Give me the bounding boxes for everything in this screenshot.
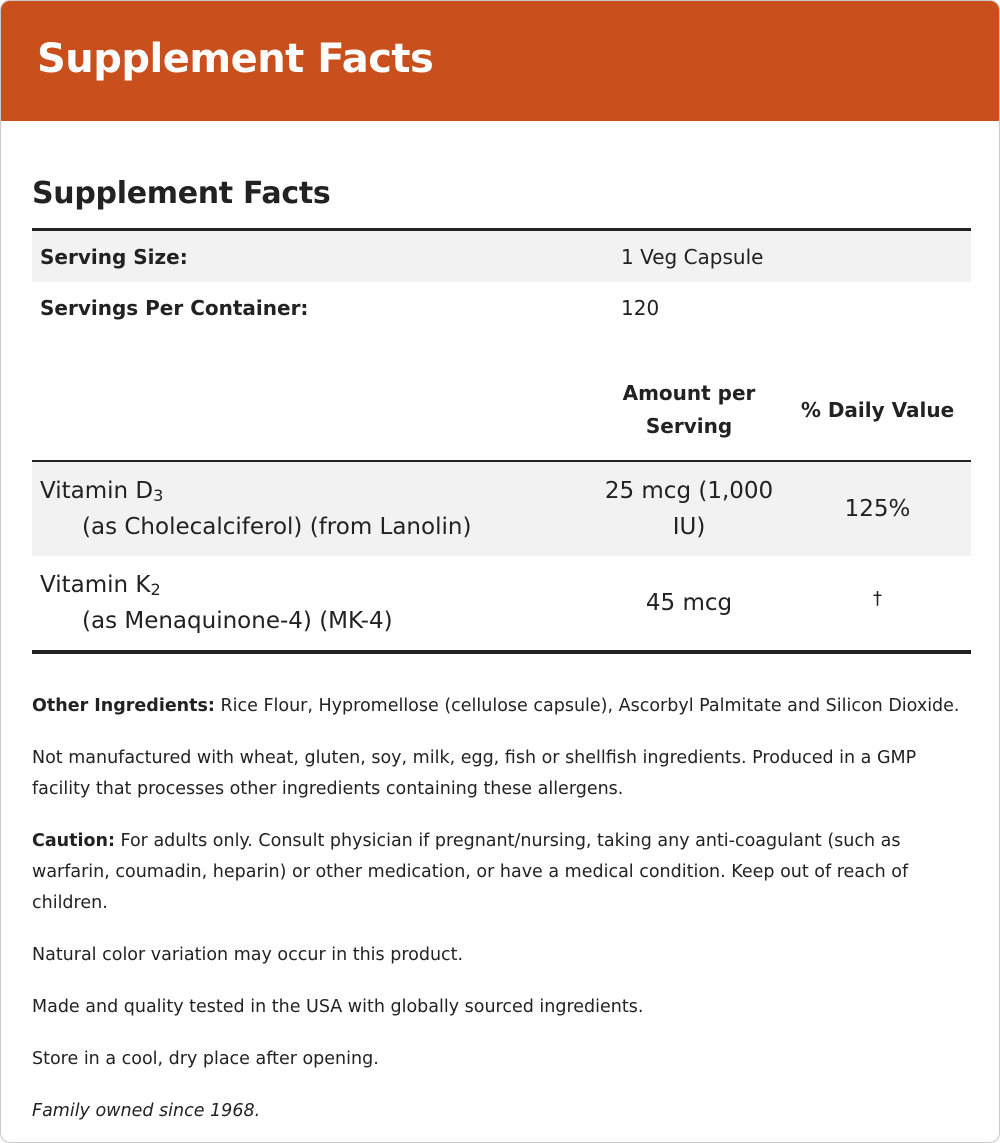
column-header-row xyxy=(32,333,971,460)
nutrient-subscript: 3 xyxy=(153,486,164,505)
serving-size-label: Serving Size: xyxy=(40,244,188,269)
servings-per-container-row xyxy=(32,282,971,333)
amount-header-line2: Serving xyxy=(645,413,733,438)
panel-content xyxy=(1,174,999,1127)
nutrient-daily-value-dagger: † xyxy=(873,588,882,609)
nutrient-label: Vitamin D xyxy=(40,478,154,504)
nutrient-amount xyxy=(594,473,784,545)
nutrient-amount-line1: 25 mcg (1,000 xyxy=(604,478,774,504)
caution-text: For adults only. Consult physician if pregnant/nursing, taking any anti-coagulant (such as warfarin, coumadin, heparin) or other medication, or have a medical condition. Keep out of reach of children. xyxy=(32,831,909,913)
panel-header xyxy=(1,1,999,121)
nutrient-source: (as Menaquinone-4) (MK-4) xyxy=(82,608,393,634)
nutrient-amount xyxy=(594,585,784,621)
nutrient-label: Vitamin K xyxy=(40,572,151,598)
amount-per-serving-header xyxy=(594,377,784,443)
other-ingredients-label: Other Ingredients: xyxy=(32,696,215,716)
serving-size-row xyxy=(32,231,971,282)
color-variation-note: Natural color variation may occur in this product. xyxy=(32,945,464,965)
family-owned-note: Family owned since 1968. xyxy=(32,1101,261,1121)
amount-header-line1: Amount per xyxy=(622,380,756,405)
header-title: Supplement Facts xyxy=(37,36,434,82)
nutrient-name xyxy=(32,567,594,639)
other-ingredients-text: Rice Flour, Hypromellose (cellulose capsule), Ascorbyl Palmitate and Silicon Dioxide. xyxy=(214,696,960,716)
daily-value-header: % Daily Value xyxy=(800,397,955,422)
servings-per-container-value: 120 xyxy=(621,295,660,320)
nutrient-daily-value: 125% xyxy=(844,496,911,522)
nutrient-row-vitamin-d3 xyxy=(32,462,971,556)
nutrient-source: (as Cholecalciferol) (from Lanolin) xyxy=(82,514,472,540)
storage-note: Store in a cool, dry place after opening. xyxy=(32,1049,379,1069)
allergen-statement: Not manufactured with wheat, gluten, soy, milk, egg, fish or shellfish ingredients. Produced in a GMP facility that processes other ingredients containing these allergens. xyxy=(32,748,917,799)
facts-title: Supplement Facts xyxy=(32,176,331,211)
serving-size-value: 1 Veg Capsule xyxy=(621,244,764,269)
other-ingredients xyxy=(32,691,971,722)
nutrient-row-vitamin-k2 xyxy=(32,556,971,650)
nutrient-name xyxy=(32,473,594,545)
caution-statement xyxy=(32,826,971,919)
notes-section xyxy=(32,691,971,1127)
made-in-usa-note: Made and quality tested in the USA with globally sourced ingredients. xyxy=(32,997,644,1017)
nutrient-amount-line1: 45 mcg xyxy=(645,590,733,616)
bottom-rule xyxy=(32,650,971,654)
nutrient-amount-line2: IU) xyxy=(672,514,706,540)
caution-label: Caution: xyxy=(32,831,115,851)
nutrient-subscript: 2 xyxy=(150,580,161,599)
servings-per-container-label: Servings Per Container: xyxy=(40,295,309,320)
